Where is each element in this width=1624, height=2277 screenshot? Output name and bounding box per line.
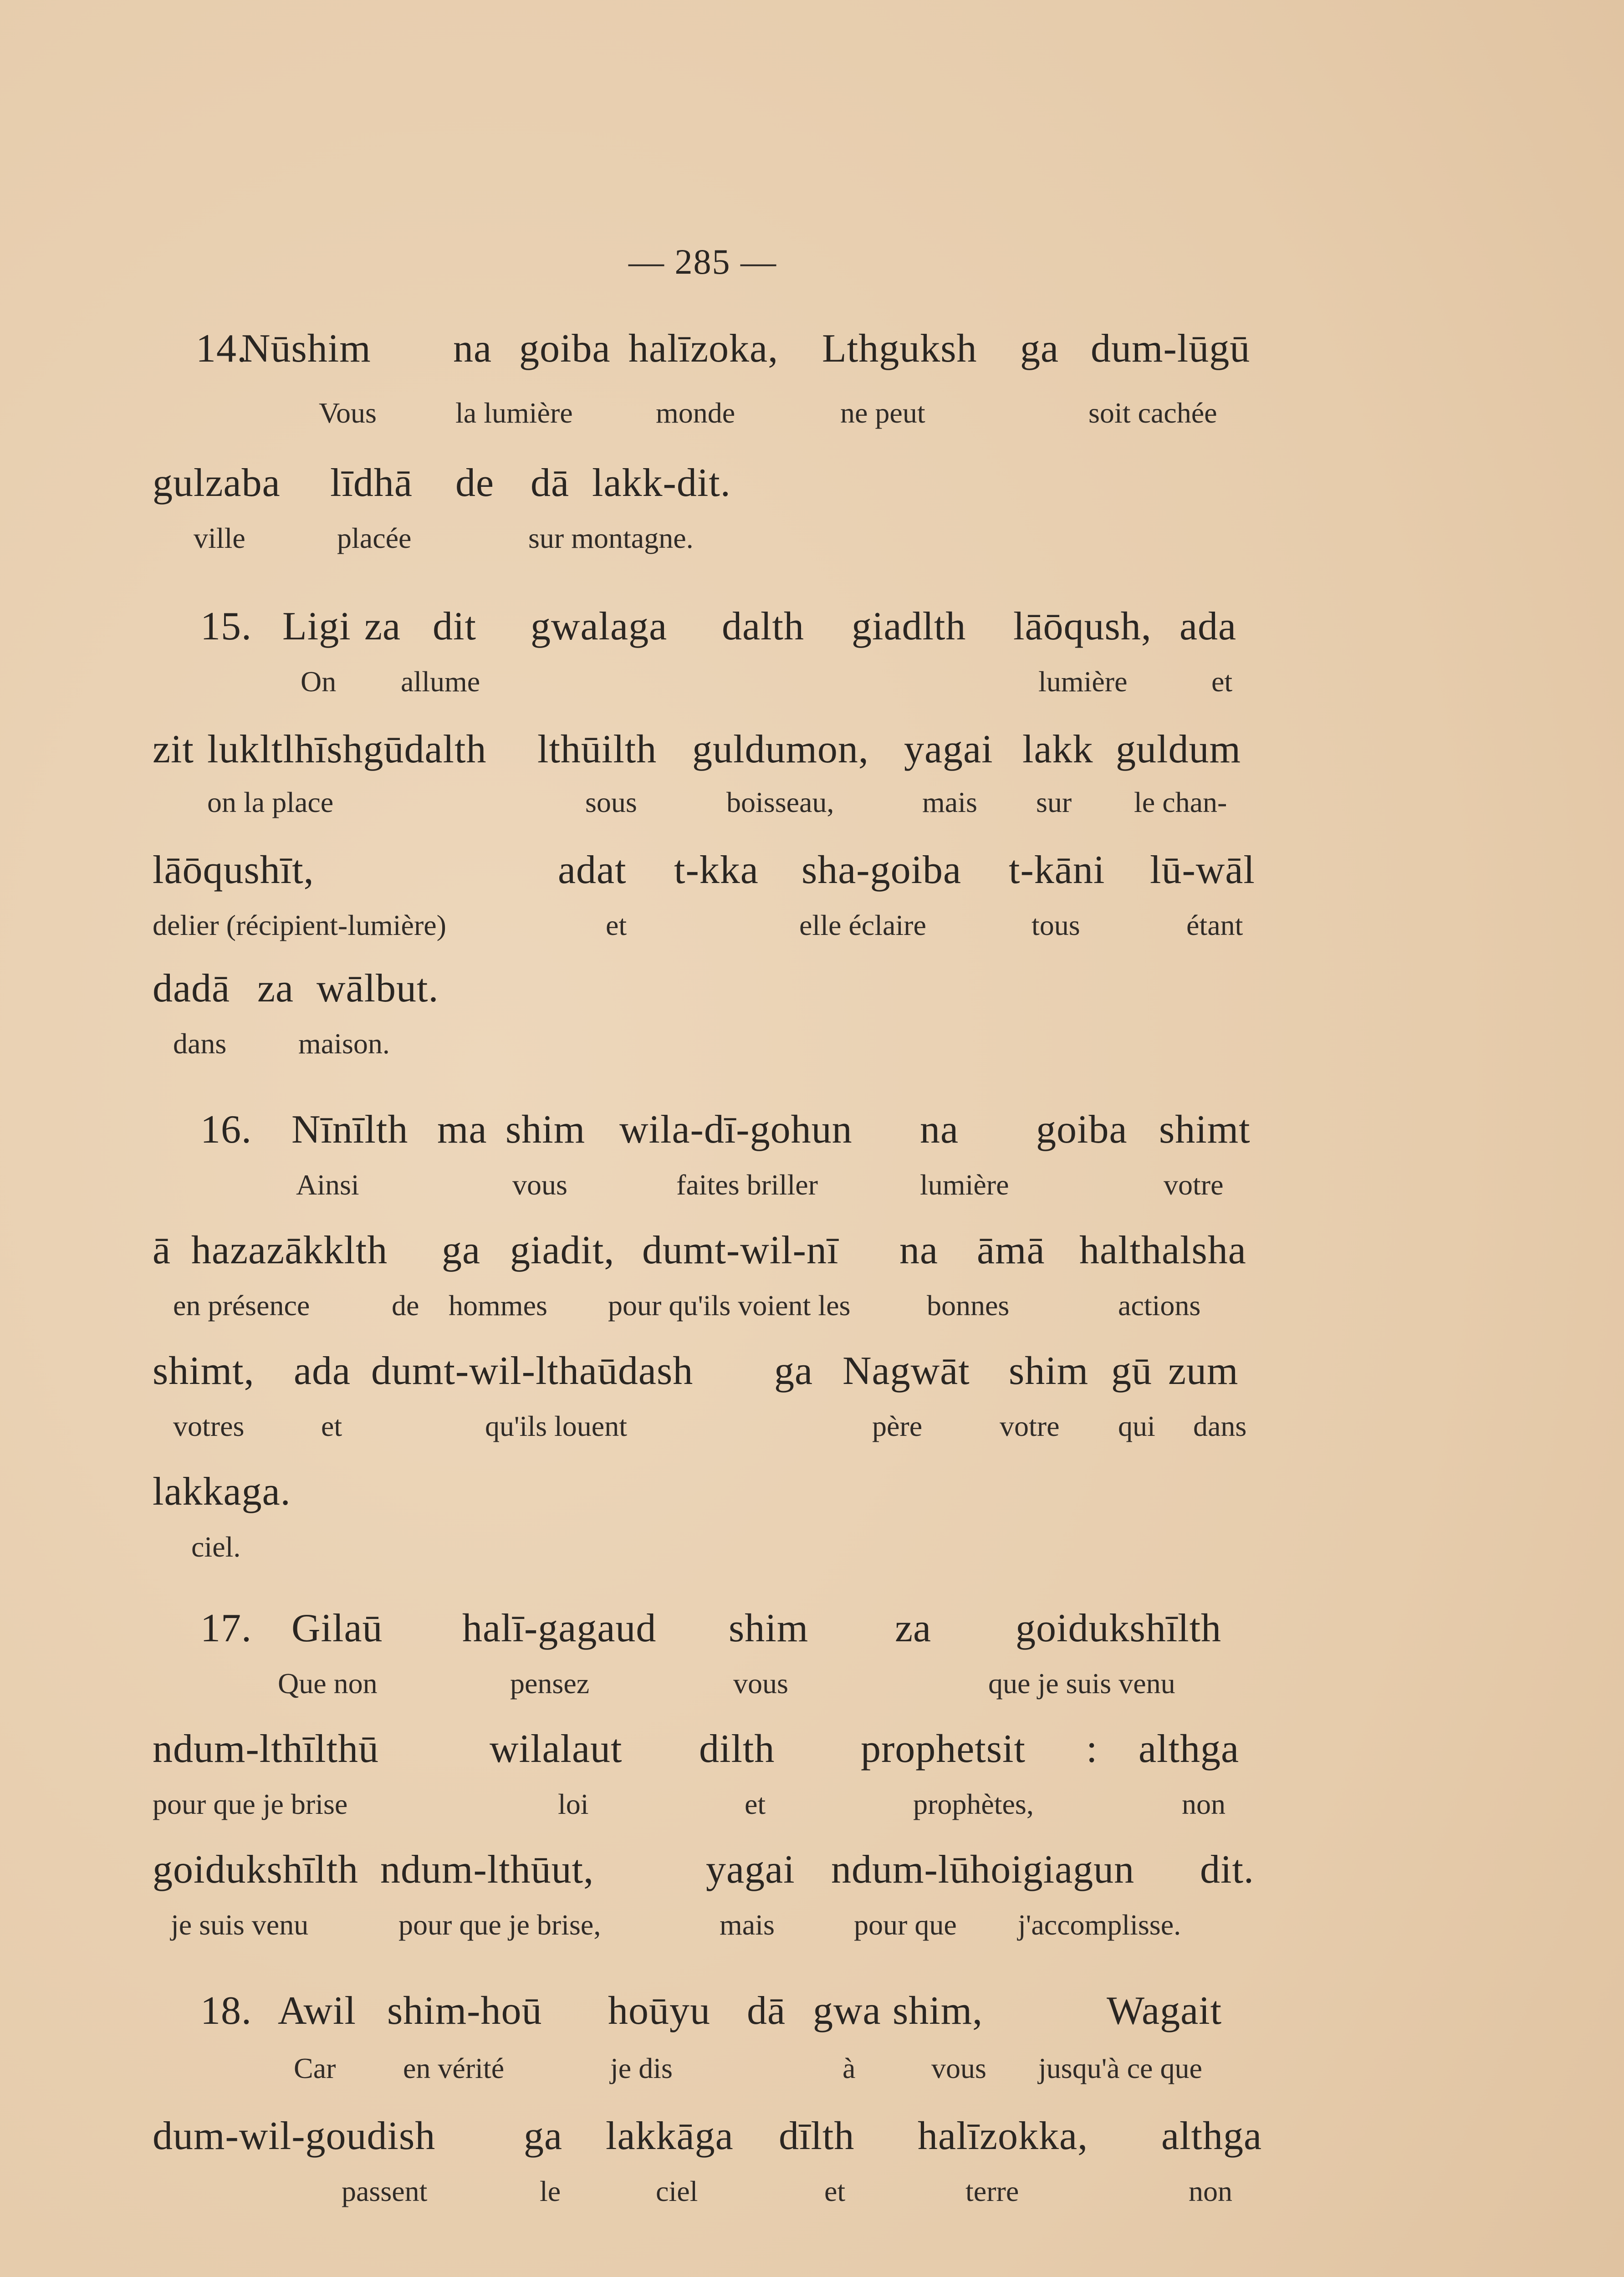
word: dalth — [722, 604, 804, 648]
word: shim, — [893, 1989, 983, 2033]
word: wila-dī-gohun — [619, 1108, 853, 1152]
gloss-word: je dis — [610, 2052, 673, 2084]
gloss-word: à — [843, 2052, 856, 2084]
gloss-word: prophètes, — [913, 1788, 1034, 1820]
word: lthūilth — [537, 727, 657, 771]
word: yagai — [706, 1848, 795, 1892]
gloss-word: placée — [337, 522, 412, 554]
word: goidukshīlth — [1016, 1606, 1222, 1650]
word: yagai — [904, 727, 993, 771]
gloss-word: elle éclaire — [799, 909, 926, 941]
word: prophetsit — [861, 1727, 1026, 1771]
gloss-word: j'accomplisse. — [1018, 1909, 1181, 1941]
gloss-word: tous — [1032, 909, 1080, 941]
word: goidukshīlth — [153, 1848, 359, 1892]
gloss-word: votres — [173, 1410, 245, 1442]
gloss-word: pensez — [510, 1667, 590, 1700]
word: dilth — [699, 1727, 775, 1771]
word: lakkāga — [606, 2114, 734, 2158]
word: ada — [294, 1349, 351, 1393]
gloss-word: ville — [194, 522, 245, 554]
word: shimt — [1159, 1108, 1251, 1152]
gloss-word: étant — [1186, 909, 1243, 941]
gloss-word: jusqu'à ce que — [1038, 2052, 1202, 2084]
gloss-word: non — [1189, 2175, 1232, 2207]
word: dīlth — [779, 2114, 855, 2158]
gloss-word: faites briller — [676, 1169, 818, 1201]
gloss-word: sur montagne. — [528, 522, 694, 554]
gloss-word: allume — [401, 665, 480, 698]
word: 15. — [200, 604, 252, 648]
word: halīzokka, — [918, 2114, 1088, 2158]
word: na — [899, 1228, 939, 1272]
gloss-word: de — [392, 1289, 419, 1322]
word: dā — [747, 1989, 786, 2033]
word: t-kka — [674, 848, 759, 892]
gloss-word: le — [540, 2175, 561, 2207]
gloss-word: pour qu'ils voient les — [608, 1289, 851, 1322]
word: lakk — [1022, 727, 1093, 771]
word: Nūshim — [241, 327, 371, 371]
word: goiba — [519, 327, 611, 371]
word: za — [257, 966, 294, 1011]
word: wilalaut — [490, 1727, 623, 1771]
word: goiba — [1036, 1108, 1128, 1152]
word: : — [1086, 1727, 1098, 1771]
word: ga — [442, 1228, 481, 1272]
gloss-word: On — [301, 665, 337, 698]
word: wālbut. — [317, 966, 439, 1011]
word: guldumon, — [692, 727, 869, 771]
gloss-word: terre — [965, 2175, 1019, 2207]
gloss-word: Ainsi — [296, 1169, 359, 1201]
gloss-word: Que non — [278, 1667, 378, 1700]
word: sha-goiba — [802, 848, 962, 892]
word: ā — [153, 1228, 171, 1272]
word: za — [895, 1606, 932, 1650]
gloss-word: dans — [1193, 1410, 1247, 1442]
gloss-word: non — [1182, 1788, 1226, 1820]
gloss-word: et — [1211, 665, 1233, 698]
gloss-word: ciel — [656, 2175, 698, 2207]
word: adat — [558, 848, 627, 892]
gloss-word: Vous — [319, 397, 377, 429]
word: zum — [1168, 1349, 1239, 1393]
gloss-word: maison. — [298, 1027, 390, 1060]
word: althga — [1139, 1727, 1240, 1771]
gloss-word: et — [745, 1788, 766, 1820]
word: ga — [524, 2114, 563, 2158]
gloss-word: je suis venu — [171, 1909, 309, 1941]
word: na — [453, 327, 492, 371]
word: dadā — [153, 966, 230, 1011]
word: de — [455, 461, 495, 505]
word: ga — [1020, 327, 1059, 371]
word: dum-wil-goudish — [153, 2114, 436, 2158]
word: lakk-dit. — [592, 461, 731, 505]
gloss-word: ne peut — [840, 397, 925, 429]
gloss-word: lumière — [1038, 665, 1128, 698]
word: dumt-wil-lthaūdash — [371, 1349, 694, 1393]
gloss-word: qui — [1118, 1410, 1155, 1442]
word: gwalaga — [531, 604, 668, 648]
gloss-word: hommes — [449, 1289, 547, 1322]
word: halīzoka, — [628, 327, 779, 371]
word: dā — [531, 461, 570, 505]
gloss-word: pour que je brise — [153, 1788, 348, 1820]
word: halī-gagaud — [462, 1606, 657, 1650]
gloss-word: en vérité — [403, 2052, 505, 2084]
word: lakkaga. — [153, 1470, 291, 1514]
word: līdhā — [330, 461, 413, 505]
gloss-word: on la place — [207, 786, 334, 818]
gloss-word: et — [824, 2175, 846, 2207]
word: na — [920, 1108, 959, 1152]
word: Lthguksh — [822, 327, 977, 371]
word: lukltlhīshgūdalth — [207, 727, 487, 771]
word: Nagwāt — [843, 1349, 970, 1393]
gloss-word: loi — [558, 1788, 589, 1820]
word: lāōqushīt, — [153, 848, 314, 892]
gloss-word: Car — [294, 2052, 336, 2084]
word: hoūyu — [608, 1989, 710, 2033]
word: Gilaū — [291, 1606, 383, 1650]
gloss-word: la lumière — [455, 397, 573, 429]
gloss-word: le chan- — [1134, 786, 1227, 818]
gloss-word: vous — [931, 2052, 986, 2084]
gloss-word: votre — [1164, 1169, 1224, 1201]
word: zit — [153, 727, 194, 771]
word: gū — [1111, 1349, 1152, 1393]
word: 16. — [200, 1108, 252, 1152]
word: dum-lūgū — [1091, 327, 1251, 371]
word: Wagait — [1107, 1989, 1222, 2033]
word: dumt-wil-nī — [642, 1228, 839, 1272]
gloss-word: actions — [1118, 1289, 1201, 1322]
word: ga — [774, 1349, 813, 1393]
gloss-word: bonnes — [927, 1289, 1010, 1322]
word: Awil — [278, 1989, 356, 2033]
word: shim-hoū — [387, 1989, 542, 2033]
gloss-word: sur — [1036, 786, 1072, 818]
word: giadlth — [852, 604, 966, 648]
gloss-word: en présence — [173, 1289, 310, 1322]
word: ndum-lūhoigiagun — [831, 1848, 1135, 1892]
gloss-word: qu'ils louent — [485, 1410, 627, 1442]
word: ndum-lthīlthū — [153, 1727, 379, 1771]
gloss-word: soit cachée — [1088, 397, 1217, 429]
word: gwa — [813, 1989, 881, 2033]
word: dit. — [1200, 1848, 1254, 1892]
word: lū-wāl — [1150, 848, 1255, 892]
word: 18. — [200, 1989, 252, 2033]
gloss-word: monde — [656, 397, 735, 429]
gloss-word: pour que — [854, 1909, 957, 1941]
gloss-word: dans — [173, 1027, 227, 1060]
gloss-word: lumière — [920, 1169, 1009, 1201]
gloss-word: père — [872, 1410, 923, 1442]
gloss-word: mais — [720, 1909, 775, 1941]
word: shim — [1009, 1349, 1089, 1393]
gloss-word: sous — [585, 786, 637, 818]
word: dit — [433, 604, 476, 648]
gloss-word: vous — [512, 1169, 567, 1201]
gloss-word: delier (récipient-lumière) — [153, 909, 446, 941]
word: t-kāni — [1009, 848, 1105, 892]
gloss-word: et — [606, 909, 627, 941]
word: gulzaba — [153, 461, 281, 505]
gloss-word: boisseau, — [726, 786, 834, 818]
gloss-word: vous — [733, 1667, 788, 1700]
gloss-word: que je suis venu — [988, 1667, 1175, 1700]
word: shim — [506, 1108, 586, 1152]
word: ada — [1180, 604, 1237, 648]
word: althga — [1161, 2114, 1262, 2158]
word: lāōqush, — [1013, 604, 1152, 648]
gloss-word: votre — [1000, 1410, 1060, 1442]
gloss-word: passent — [342, 2175, 428, 2207]
word: Ligi — [282, 604, 351, 648]
page-number: — 285 — — [628, 242, 777, 281]
word: guldum — [1116, 727, 1241, 771]
word: shim — [729, 1606, 809, 1650]
word: shimt, — [153, 1349, 255, 1393]
word: ndum-lthūut, — [380, 1848, 594, 1892]
word: giadit, — [510, 1228, 615, 1272]
gloss-word: ciel. — [191, 1531, 241, 1563]
gloss-word: mais — [922, 786, 977, 818]
word: Nīnīlth — [291, 1108, 409, 1152]
word: hazazākklth — [191, 1228, 388, 1272]
word: halthalsha — [1079, 1228, 1246, 1272]
word: ma — [437, 1108, 487, 1152]
word: 14. — [196, 327, 247, 371]
word: za — [364, 604, 401, 648]
gloss-word: pour que je brise, — [398, 1909, 601, 1941]
word: 17. — [200, 1606, 252, 1650]
word: āmā — [977, 1228, 1045, 1272]
gloss-word: et — [321, 1410, 342, 1442]
